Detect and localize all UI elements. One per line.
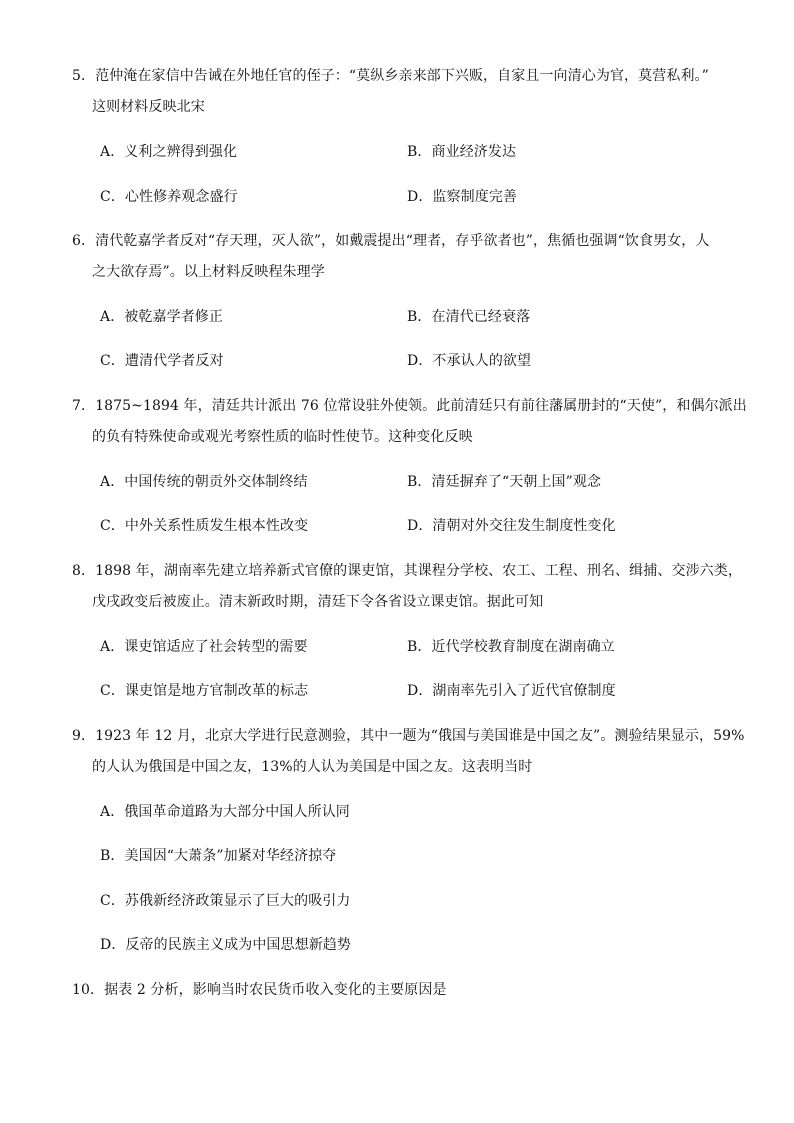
question-8-stem: 8．1898 年，湖南率先建立培养新式官僚的课吏馆，其课程分学校、农工、工程、刑名、缉捕、交涉六类， [72,563,742,579]
question-5-option-c: C．心性修养观念盛行 [100,189,238,205]
question-9-stem: 9．1923 年 12 月，北京大学进行民意测验，其中一题为“俄国与美国谁是中国之友”。测验结果显示，59% [72,728,745,744]
question-9-option-b: B．美国因“大萧条”加紧对华经济掠夺 [100,848,337,864]
question-8-option-d: D．湖南率先引入了近代官僚制度 [407,683,616,699]
question-9-option-c: C．苏俄新经济政策显示了巨大的吸引力 [100,893,351,909]
question-9-option-d: D．反帝的民族主义成为中国思想新趋势 [100,937,352,953]
question-8-option-a: A．课吏馆适应了社会转型的需要 [100,639,308,655]
question-7-option-d: D．清朝对外交往发生制度性变化 [407,518,616,534]
question-6-option-a: A．被乾嘉学者修正 [100,309,224,325]
question-5-stem: 5．范仲淹在家信中告诫在外地任官的侄子：“莫纵乡亲来部下兴贩，自家且一向清心为官，莫营私利。” [72,68,709,84]
question-7-option-b: B．清廷摒弃了“天朝上国”观念 [407,474,602,490]
question-5-option-a: A．义利之辨得到强化 [100,144,238,160]
question-9-stem-cont: 的人认为俄国是中国之友，13%的人认为美国是中国之友。这表明当时 [92,759,533,775]
question-9-option-a: A．俄国革命道路为大部分中国人所认同 [100,804,350,820]
question-7-option-a: A．中国传统的朝贡外交体制终结 [100,474,308,490]
question-6-option-b: B．在清代已经衰落 [407,309,531,325]
question-6-stem: 6．清代乾嘉学者反对“存天理，灭人欲”，如戴震提出“理者，存乎欲者也”，焦循也强调“饮食男女，人 [72,233,710,249]
question-6-stem-cont: 之大欲存焉”。以上材料反映程朱理学 [92,264,325,280]
question-6-option-c: C．遭清代学者反对 [100,353,224,369]
question-6-option-d: D．不承认人的欲望 [407,353,532,369]
question-8-stem-cont: 戊戌政变后被废止。清末新政时期，清廷下令各省设立课吏馆。据此可知 [92,594,544,610]
question-5-option-b: B．商业经济发达 [407,144,517,160]
question-8-option-b: B．近代学校教育制度在湖南确立 [407,639,615,655]
question-5-option-d: D．监察制度完善 [407,189,518,205]
question-8-option-c: C．课吏馆是地方官制改革的标志 [100,683,309,699]
question-7-stem: 7．1875~1894 年，清廷共计派出 76 位常设驻外使领。此前清廷只有前往藩属册封的“天使”，和偶尔派出 [72,398,747,414]
question-7-option-c: C．中外关系性质发生根本性改变 [100,518,309,534]
question-10-stem: 10．据表 2 分析，影响当时农民货币收入变化的主要原因是 [72,982,447,998]
question-7-stem-cont: 的负有特殊使命或观光考察性质的临时性使节。这种变化反映 [92,429,473,445]
question-5-stem-cont: 这则材料反映北宋 [92,99,205,115]
